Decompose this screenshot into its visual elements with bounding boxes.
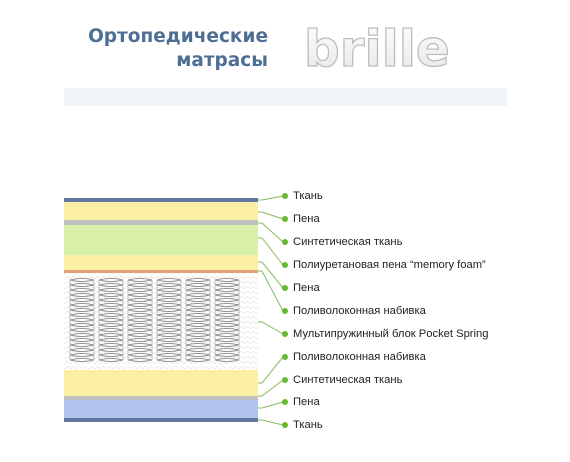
layer-polyfiber-top xyxy=(64,270,258,273)
layer-label: Ткань xyxy=(293,190,323,202)
layer-label: Пена xyxy=(293,396,320,408)
layer-label: Синтетическая ткань xyxy=(293,236,403,248)
leader-dot xyxy=(282,354,288,360)
layer-foam-bottom xyxy=(64,370,258,396)
title-line-1: Ортопедические xyxy=(88,26,268,47)
leader-line xyxy=(258,223,283,242)
layer-label: Поливолоконная набивка xyxy=(293,305,426,317)
layer-label: Полиуретановая пена “memory foam” xyxy=(293,259,486,271)
leader-dot xyxy=(282,377,288,383)
layer-label: Пена xyxy=(293,282,320,294)
leader-line xyxy=(258,420,283,425)
title-line-2: матрасы xyxy=(176,50,268,71)
layer-label: Синтетическая ткань xyxy=(293,374,403,386)
layer-label: Мультипружинный блок Pocket Spring xyxy=(293,328,489,340)
leader-dot xyxy=(282,422,288,428)
leader-line xyxy=(258,380,283,396)
leader-dot xyxy=(282,216,288,222)
leader-dot xyxy=(282,331,288,337)
leader-line xyxy=(258,212,283,219)
layer-memory-foam xyxy=(64,225,258,255)
leader-line xyxy=(258,322,283,334)
leader-line xyxy=(258,357,283,383)
layer-foam-mid xyxy=(64,255,258,270)
leader-dot xyxy=(282,308,288,314)
leader-dot xyxy=(282,239,288,245)
leader-dot xyxy=(282,285,288,291)
leader-line xyxy=(258,262,283,288)
leader-line xyxy=(258,271,283,311)
layer-synthetic-bottom xyxy=(64,396,258,400)
layer-label: Поливолоконная набивка xyxy=(293,351,426,363)
leader-line xyxy=(258,238,283,265)
leader-line xyxy=(258,402,283,408)
layer-label: Ткань xyxy=(293,419,323,431)
leader-dot xyxy=(282,193,288,199)
leader-dot xyxy=(282,262,288,268)
layer-foam-top xyxy=(64,202,258,220)
layer-synthetic-top xyxy=(64,220,258,225)
layer-label: Пена xyxy=(293,213,320,225)
leader-dot xyxy=(282,399,288,405)
brand-logo-text: brille xyxy=(304,20,450,76)
layer-fabric-top xyxy=(64,198,258,202)
leader-line xyxy=(258,196,283,200)
layer-latex xyxy=(64,400,258,418)
layer-fabric-bottom xyxy=(64,418,258,422)
